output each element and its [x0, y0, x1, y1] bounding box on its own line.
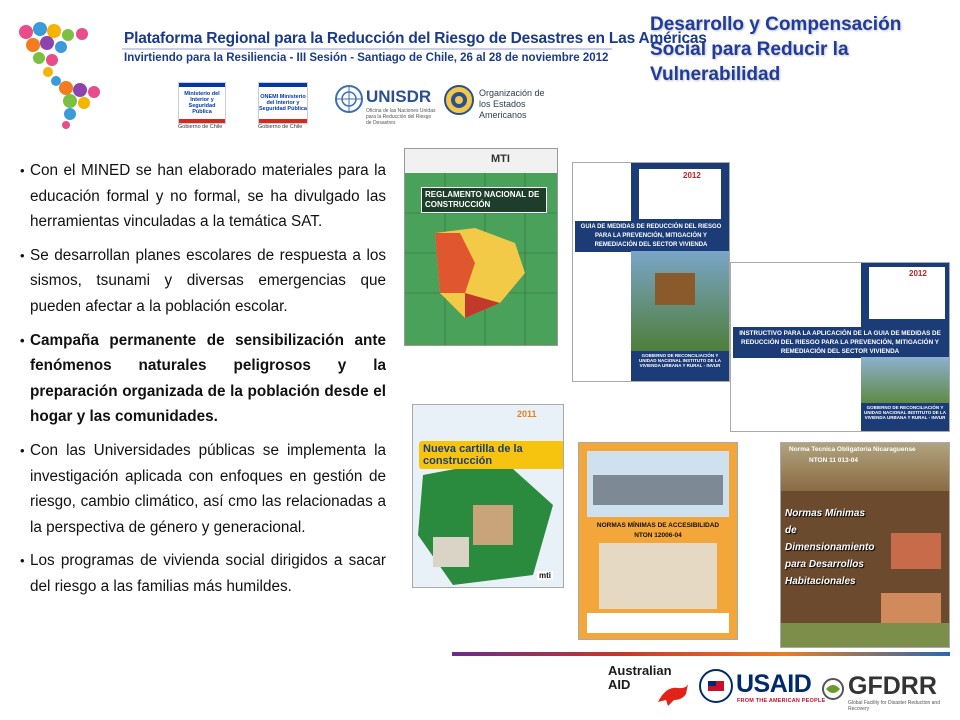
cover-dimensionamiento-code: NTON 11 013-04 [809, 457, 859, 464]
theme-title: Desarrollo y Compensación Social para Reducir la Vulnerabilidad [650, 14, 902, 85]
gfdrr-logo-text: GFDRR [848, 672, 937, 700]
partner-1-footer: Gobierno de Chile [178, 124, 223, 130]
chile-interior-logo [178, 82, 226, 122]
partner-1-label: Ministerio del Interior y Seguridad Pública [179, 87, 225, 119]
cover-accesibilidad [578, 442, 738, 640]
onemi-logo [258, 82, 308, 122]
bullet-item: • Los programas de vivienda social dirigidos a sacar del riesgo a las familias más humildes. [20, 548, 386, 599]
unisdr-logo-text: UNISDR [366, 87, 432, 106]
cover-guia-year: 2012 [683, 171, 701, 180]
bullet-list [20, 158, 386, 608]
cover-dimensionamiento-header: Norma Tecnica Obligatoria Nicaraguense [789, 446, 916, 453]
cover-guia-footer: GOBIERNO DE RECONCILIACIÓN Y UNIDAD NACIONAL INSTITUTO DE LA VIVIENDA URBANA Y RURAL - INVUR [638, 353, 722, 368]
cover-accesibilidad-title: NORMAS MÍNIMAS DE ACCESIBILIDAD [596, 522, 720, 529]
australian-aid-text: Australian AID [608, 663, 672, 692]
usaid-seal-icon [698, 664, 734, 712]
oas-logo-text: Organización de los Estados Americanos [479, 88, 545, 120]
bullet-item: • Campaña permanente de sensibilización ante fenómenos naturales peligrosos y la preparación organizada de la población desde el hogar y las comunidades. [20, 328, 386, 430]
usaid-logo-text: USAID [736, 670, 812, 698]
cover-reglamento-title: REGLAMENTO NACIONAL DE CONSTRUCCIÓN [421, 187, 547, 213]
bullet-item: • Con las Universidades públicas se implementa la investigación aplicada con enfoques en gestión de riesgo, cambio climático, así cmo las relacionadas a la perspectiva de género y generacional. [20, 438, 386, 540]
cover-dimensionamiento [780, 442, 950, 648]
partner-2-footer: Gobierno de Chile [258, 124, 303, 130]
cover-dimensionamiento-title: Normas Mínimas de Dimensionamiento para Desarrollos Habitacionales [785, 508, 875, 587]
cover-instructivo-year: 2012 [909, 269, 927, 278]
partner-2-label: ONEMI Ministerio del Interior y Seguridad Pública [259, 87, 307, 119]
event-subtitle: Invirtiendo para la Resiliencia - III Sesión - Santiago de Chile, 26 al 28 de noviembre 2012 [124, 52, 609, 64]
un-emblem-icon [334, 84, 364, 114]
cover-guia-title: GUIA DE MEDIDAS DE REDUCCIÓN DEL RIESGO PARA LA PREVENCIÓN, MITIGACIÓN Y REMEDIACIÓN DEL SECTOR VIVIENDA [575, 221, 727, 252]
australian-aid-logo [608, 664, 692, 712]
cover-instructivo-title: INSTRUCTIVO PARA LA APLICACIÓN DE LA GUIA DE MEDIDAS DE REDUCCIÓN DEL RIESGO PARA LA PREVENCIÓN, MITIGACIÓN Y REMEDIACIÓN DEL SECTOR VIVIENDA [733, 327, 947, 358]
cover-reglamento-tag: MTI [491, 153, 510, 165]
gfdrr-emblem-icon [822, 678, 844, 700]
cover-instructivo [730, 262, 950, 432]
cover-accesibilidad-code: NTON 12006-04 [634, 532, 682, 539]
oas-emblem-icon [443, 84, 475, 116]
gfdrr-tagline: Global Facility for Disaster Reduction and Recovery [848, 700, 940, 712]
usaid-tagline: FROM THE AMERICAN PEOPLE [737, 698, 826, 704]
cover-instructivo-footer: GOBIERNO DE RECONCILIACIÓN Y UNIDAD NACIONAL INSTITUTO DE LA VIVIENDA URBANA Y RURAL - INVUR [863, 405, 947, 420]
footer-rule [452, 652, 950, 656]
cover-cartilla-year: 2011 [517, 409, 537, 419]
bullet-item: • Con el MINED se han elaborado materiales para la educación formal y no formal, se ha divulgado las herramientas vinculadas a la temática SAT. [20, 158, 386, 235]
cover-cartilla-tag: mti [539, 571, 551, 580]
cover-reglamento [404, 148, 558, 346]
cover-guia [572, 162, 730, 382]
americas-map-logo [8, 20, 116, 130]
event-title-rule [122, 48, 612, 50]
cover-cartilla-title: Nueva cartilla de la construcción [419, 441, 564, 469]
kangaroo-icon [656, 680, 690, 706]
event-title: Plataforma Regional para la Reducción del Riesgo de Desastres en Las Américas [124, 30, 707, 47]
unisdr-subtitle: Oficina de las Naciones Unidas para la Reducción del Riesgo de Desastres [366, 108, 436, 126]
bullet-item: • Se desarrollan planes escolares de respuesta a los sismos, tsunami y diversas emergencias que pueden afectar a la población escolar. [20, 243, 386, 320]
cover-cartilla [412, 404, 564, 588]
